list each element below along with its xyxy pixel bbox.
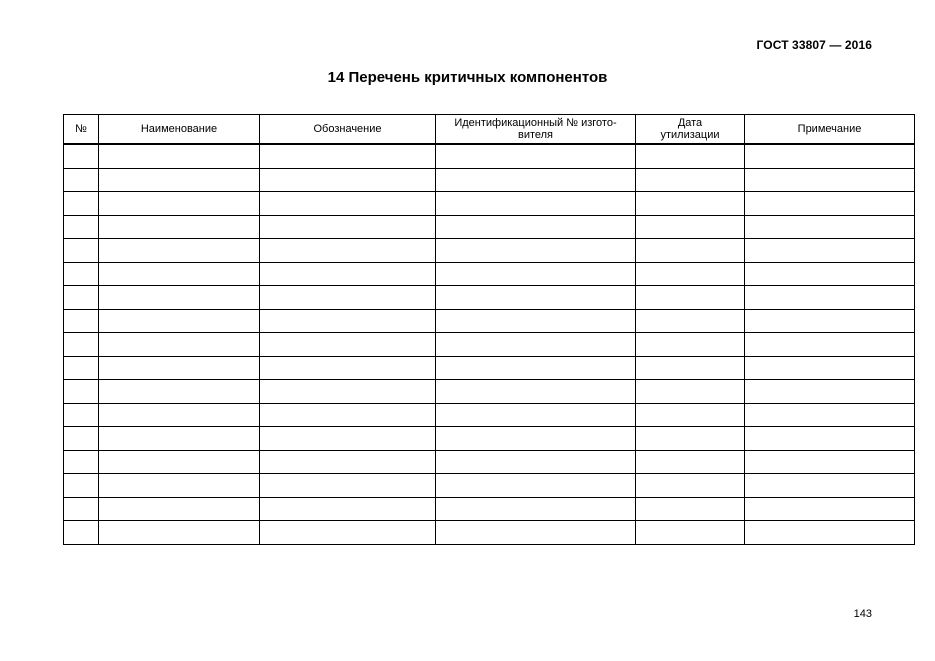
number-cell	[64, 450, 99, 474]
manufacturer-id-cell	[436, 262, 636, 286]
table-row	[64, 356, 915, 380]
disposal-date-cell	[636, 521, 745, 545]
manufacturer-id-cell	[436, 356, 636, 380]
number-cell	[64, 474, 99, 498]
column-header-label: №	[75, 123, 87, 135]
column-header-disposal-date	[636, 115, 745, 145]
manufacturer-id-cell	[436, 380, 636, 404]
designation-cell	[260, 450, 436, 474]
table-row	[64, 333, 915, 357]
note-cell	[745, 521, 915, 545]
disposal-date-cell	[636, 309, 745, 333]
column-header-label: Дата утилизации	[660, 117, 720, 141]
note-cell	[745, 215, 915, 239]
table-row	[64, 262, 915, 286]
note-cell	[745, 427, 915, 451]
name-cell	[99, 168, 260, 192]
column-header-label: Примечание	[797, 123, 862, 135]
number-cell	[64, 497, 99, 521]
manufacturer-id-cell	[436, 450, 636, 474]
name-cell	[99, 521, 260, 545]
table-body	[64, 144, 915, 544]
number-cell	[64, 380, 99, 404]
document-code: ГОСТ 33807 — 2016	[756, 38, 872, 52]
note-cell	[745, 168, 915, 192]
table-row	[64, 168, 915, 192]
disposal-date-cell	[636, 168, 745, 192]
manufacturer-id-cell	[436, 474, 636, 498]
column-header-manufacturer-id	[436, 115, 636, 145]
disposal-date-cell	[636, 474, 745, 498]
table-row	[64, 497, 915, 521]
column-header-label: Обозначение	[313, 123, 382, 135]
column-header-name	[99, 115, 260, 145]
name-cell	[99, 239, 260, 263]
designation-cell	[260, 168, 436, 192]
column-header-label: Наименование	[140, 123, 218, 135]
page-number: 143	[853, 608, 872, 620]
column-header-designation	[260, 115, 436, 145]
disposal-date-cell	[636, 286, 745, 310]
table-row	[64, 144, 915, 168]
disposal-date-cell	[636, 356, 745, 380]
disposal-date-cell	[636, 144, 745, 168]
manufacturer-id-cell	[436, 144, 636, 168]
number-cell	[64, 192, 99, 216]
name-cell	[99, 356, 260, 380]
table-row	[64, 215, 915, 239]
note-cell	[745, 144, 915, 168]
number-cell	[64, 333, 99, 357]
disposal-date-cell	[636, 427, 745, 451]
name-cell	[99, 474, 260, 498]
designation-cell	[260, 262, 436, 286]
manufacturer-id-cell	[436, 215, 636, 239]
number-cell	[64, 262, 99, 286]
designation-cell	[260, 286, 436, 310]
name-cell	[99, 262, 260, 286]
designation-cell	[260, 403, 436, 427]
table-row	[64, 309, 915, 333]
critical-components-table	[63, 114, 915, 545]
designation-cell	[260, 192, 436, 216]
designation-cell	[260, 333, 436, 357]
number-cell	[64, 286, 99, 310]
table-row	[64, 403, 915, 427]
note-cell	[745, 286, 915, 310]
disposal-date-cell	[636, 262, 745, 286]
manufacturer-id-cell	[436, 333, 636, 357]
manufacturer-id-cell	[436, 286, 636, 310]
designation-cell	[260, 144, 436, 168]
note-cell	[745, 450, 915, 474]
disposal-date-cell	[636, 497, 745, 521]
column-header-number	[64, 115, 99, 145]
designation-cell	[260, 309, 436, 333]
name-cell	[99, 403, 260, 427]
number-cell	[64, 215, 99, 239]
designation-cell	[260, 474, 436, 498]
designation-cell	[260, 215, 436, 239]
manufacturer-id-cell	[436, 309, 636, 333]
name-cell	[99, 497, 260, 521]
note-cell	[745, 333, 915, 357]
table-row	[64, 239, 915, 263]
note-cell	[745, 262, 915, 286]
disposal-date-cell	[636, 192, 745, 216]
manufacturer-id-cell	[436, 168, 636, 192]
number-cell	[64, 309, 99, 333]
number-cell	[64, 356, 99, 380]
section-title: 14 Перечень критичных компонентов	[327, 69, 608, 86]
disposal-date-cell	[636, 450, 745, 474]
table-row	[64, 286, 915, 310]
table-header-row	[64, 115, 915, 145]
name-cell	[99, 192, 260, 216]
name-cell	[99, 380, 260, 404]
name-cell	[99, 450, 260, 474]
disposal-date-cell	[636, 239, 745, 263]
disposal-date-cell	[636, 215, 745, 239]
disposal-date-cell	[636, 380, 745, 404]
note-cell	[745, 192, 915, 216]
table-row	[64, 474, 915, 498]
note-cell	[745, 403, 915, 427]
designation-cell	[260, 427, 436, 451]
number-cell	[64, 521, 99, 545]
note-cell	[745, 356, 915, 380]
designation-cell	[260, 380, 436, 404]
table-row	[64, 450, 915, 474]
table-row	[64, 380, 915, 404]
column-header-label: Идентификационный № изгото- вителя	[454, 117, 617, 141]
number-cell	[64, 144, 99, 168]
note-cell	[745, 239, 915, 263]
table-row	[64, 521, 915, 545]
manufacturer-id-cell	[436, 192, 636, 216]
number-cell	[64, 168, 99, 192]
number-cell	[64, 403, 99, 427]
note-cell	[745, 309, 915, 333]
name-cell	[99, 144, 260, 168]
name-cell	[99, 286, 260, 310]
table-row	[64, 427, 915, 451]
name-cell	[99, 309, 260, 333]
note-cell	[745, 380, 915, 404]
table-row	[64, 192, 915, 216]
manufacturer-id-cell	[436, 427, 636, 451]
disposal-date-cell	[636, 403, 745, 427]
designation-cell	[260, 497, 436, 521]
designation-cell	[260, 356, 436, 380]
note-cell	[745, 497, 915, 521]
manufacturer-id-cell	[436, 239, 636, 263]
number-cell	[64, 427, 99, 451]
manufacturer-id-cell	[436, 497, 636, 521]
manufacturer-id-cell	[436, 403, 636, 427]
disposal-date-cell	[636, 333, 745, 357]
number-cell	[64, 239, 99, 263]
name-cell	[99, 215, 260, 239]
column-header-note	[745, 115, 915, 145]
designation-cell	[260, 521, 436, 545]
designation-cell	[260, 239, 436, 263]
manufacturer-id-cell	[436, 521, 636, 545]
name-cell	[99, 427, 260, 451]
name-cell	[99, 333, 260, 357]
note-cell	[745, 474, 915, 498]
